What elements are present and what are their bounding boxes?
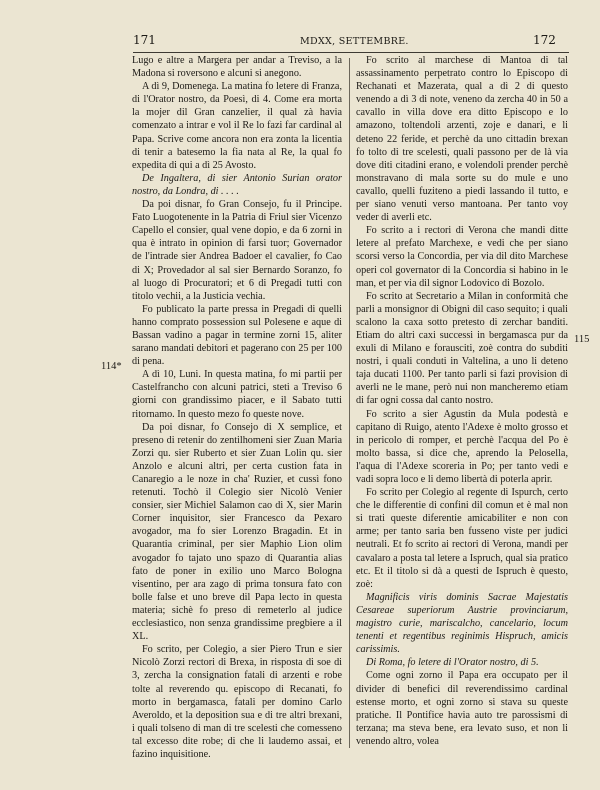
running-title: MDXX, SETTEMBRE. <box>300 36 409 47</box>
paragraph: Fo scrito al marchese di Mantoa di tal assassinamento perpetrato contro lo Episcopo di Rechanati et Mazerata, qual a dì 2 di questo venendo a dì 3 di note, veneno da zercha 40 in 50 a cavallo in villa dove era ditto Episcopo e lo amazono, toltendoli arzenti, zoje e danari, e li deteno 22 feride, et perchè da uno cittadin brexan fo tolto di tre scelesti, quali passono per de là via dove diti citadini erano, e volendoli prender perchè monstravano di mala sorte su do mule e uno cavallo, quelli fuziteno a piedi lassando il tutto, e per siano venuti verso mantoana. Per tanto voy veder di averli etc. <box>356 55 568 224</box>
paragraph: Lugo e altre a Margera per andar a Treviso, a la Madona si roversono e alcuni si anegono. <box>132 55 342 80</box>
paragraph: A dì 10, Luni. In questa matina, fo mi partii per Castelfrancho con alcuni patrici, steti a Treviso 6 giorni con grandissimo piacer, e il Sabato tutti ritornamo. In questo mezo fo queste nove. <box>132 369 342 420</box>
paragraph: A dì 9, Domenega. La matina fo letere di Franza, di l'Orator nostro, da Poesì, di 4. Come era morta la mojer dil Gran canzelier, il qual zà havia comenzato a intrar e vol il Re lo fazi far cardinal al Papa. Scrive come ancora non era zonta la licentia di tenir a batesemo la fia nata al Re, la qual fo expedita di qui a dì 25 Avosto. <box>132 81 342 171</box>
margin-number-right: 115 <box>574 334 590 345</box>
left-page-number: 171 <box>133 33 156 47</box>
paragraph: Fo scrito per Colegio al regente di Ispurch, certo che le differentie di confini dil comun et è mal non si trati queste diferentie amicabiliter e non con arme; per tanto saria ben fusseno viste per judici neutrali. Et fo scrito ai rectori di Verona, mandi per cavalaro a posta tal letere a Ispruch, qual sia pratico etc. Et il titolo si dà a questi de Ispruch è questo, zoè: <box>356 487 568 590</box>
paragraph: Fo scrito a i rectori di Verona che mandi ditte letere al prefato Marchexe, e vedi che per siano scorsi verso la Concordia, per via dil dito Marchese operi col governator di la Concordia si habino in le man, et per via dil signor Lodovico di Bozolo. <box>356 225 568 289</box>
right-column <box>356 54 568 748</box>
paragraph: De Ingaltera, di sier Antonio Surian orator nostro, da Londra, di . . . . <box>132 172 342 197</box>
header-rule <box>133 52 569 53</box>
paragraph: Fo scrito, per Colegio, a sier Piero Trun e sier Nicolò Zorzi rectori di Brexa, in risposta di soe di 3, zercha la consignation fatali di arzenti e robe tolte al reverendo qu. episcopo di Recanati, fo morto in bergamasca, fatali per domino Carlo Averoldo, et la deposition sua e di tre altri brexani, i quali tolseno di man di tre scelesti che comesseno tal excesso dite robe; di che li laudemo assai, et fazino inquisitione. <box>132 644 342 760</box>
paragraph: Magnificis viris dominis Sacrae Majestatis Cesareae superiorum Austrie provinciarum, magistro curie, mariscalcho, cancelario, locum tenenti et regentibus reginimis Hispruch, amicis carissimis. <box>356 591 568 656</box>
paragraph: Di Roma, fo letere di l'Orator nostro, di 5. <box>366 657 539 669</box>
paragraph: Come ogni zorno il Papa era occupato per il divider di benefici dil reverendissimo cardinal estense morto, et ogni zorno si stava su queste pratiche. Il Pontifice havia auto tre parossismi di terzana; ma steva bene, era levato suso, et non li venendo altro, volea <box>356 670 568 747</box>
margin-number-left: 114* <box>101 361 122 372</box>
column-divider <box>349 58 350 748</box>
left-column <box>132 54 342 761</box>
right-page-number: 172 <box>533 33 556 47</box>
paragraph: Fo publicato la parte pressa in Pregadi di quelli hanno comprato possession sul Polesene e aque di Bassan vadino a pagar in termine zorni 15, aliter sarano mandati debitori et pagerano con 25 per 100 di pena. <box>132 303 342 368</box>
paragraph: Da poi disnar, fo Gran Consejo, fu il Principe. Fato Luogotenente in la Patria di Friul sier Vicenzo Capello el consier, qual vene dopio, e da 6 zorni in qua è intrato in opinion di farsi tuor; Governador de l'intrade sier Andrea Badoer el cavalier, fo Cao di X; Provedador al sal sier Bernardo Soranzo, fo al luogo di Procuratori; et 6 di Pregadi tutti con titolo vechii, a la Justicia vechia. <box>132 199 342 302</box>
paragraph: Da poi disnar, fo Consejo di X semplice, et preseno di retenir do zentilhomeni sier Zuan Maria Zorzi qu. sier Ruberto et sier Zuan Lolin qu. sier Anzolo e alcuni altri, per certa custion fata in Canaregio a le noze in cha' Ruzier, et cussì fono retenuti. Tochò il Colegio sier Nicolò Venier consier, sier Michiel Salamon cao di X, sier Marin Corner inquisitor, sier Francesco da Pexaro avogador, ma fo sier Lorenzo Bragadin. Et in Quarantia criminal, per sier Maphio Lion olim avogador fo tajato uno spazo di Quarantia alias fato de poner in exilio uno Marco Bologna visentino, per ara zago di prima tonsura fato con bolle false et uno breve dil Papa lecto in questa materia; sichè fo preso di remeterlo al judice ecclesiastico, non senza grandissime pregbiere a il XL. <box>132 421 342 643</box>
paragraph: Fo scrito a sier Agustin da Mula podestà e capitano di Ruigo, atento l'Adexe è molto grosso et in pericolo di romper, et perchè l'acqua del Po è molto bassa, si dice che, aprendo la Pelosella, l'aqua di l'Adexe scoreria in Po; per tanto vedi e vadi sopra loco e li demo libertà di poterla aprir. <box>356 408 568 485</box>
paragraph: Fo scrito at Secretario a Milan in conformità che parli a monsignor di Obignì dil caso sequito; i quali scalono la caxa sotto pretesto di zerchar banditi. Etiam do altri caxi successi in bergamasca pur da exuli di Milano e forausciti, zoè contra do subditi nostri, i quali conduti in Valtelina, a uno li deteno taja ducati 1100. Per tanto parli si fazi provision di averli ne le mane, però nui non mancheremo etiam di far ogni cossa dal canto nostro. <box>356 290 568 407</box>
